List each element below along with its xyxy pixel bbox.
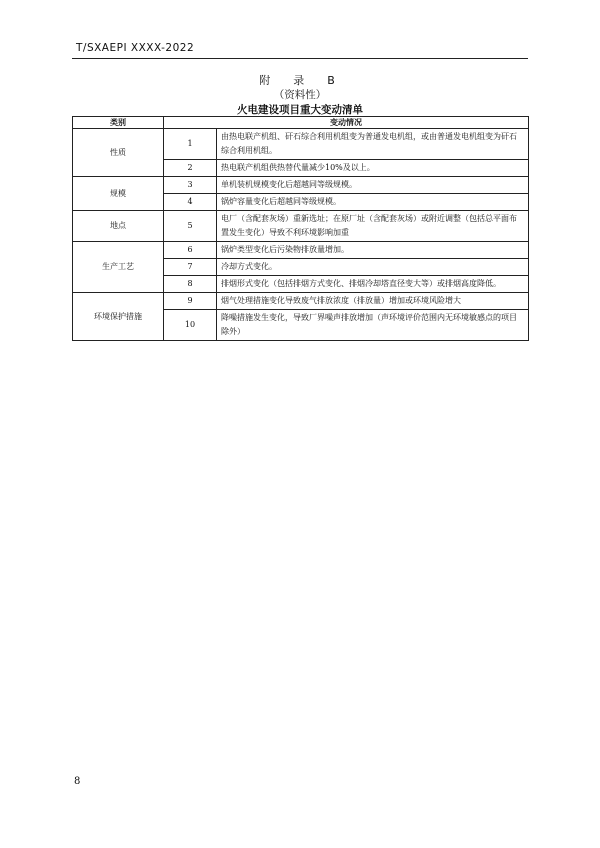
column-header-category: 类别 bbox=[73, 117, 164, 129]
table-row bbox=[73, 242, 529, 259]
item-description: 降噪措施发生变化，导致厂界噪声排放增加（声环境评价范围内无环境敏感点的项目除外） bbox=[217, 310, 529, 341]
item-description: 单机装机规模变化后超越同等级规模。 bbox=[217, 177, 529, 194]
page-number: 8 bbox=[74, 776, 81, 787]
category-cell: 规模 bbox=[73, 177, 164, 211]
item-description: 排烟形式变化（包括排烟方式变化、排烟冷却塔直径变大等）或排烟高度降低。 bbox=[217, 276, 529, 293]
category-cell: 环境保护措施 bbox=[73, 293, 164, 341]
item-description: 电厂（含配套灰场）重新选址；在原厂址（含配套灰场）或附近调整（包括总平面布置发生变化）导致不利环境影响加重 bbox=[217, 211, 529, 242]
standard-code: T/SXAEPI XXXX-2022 bbox=[76, 42, 195, 54]
item-number: 1 bbox=[164, 129, 217, 160]
item-description: 烟气处理措施变化导致废气排放浓度（排放量）增加或环境风险增大 bbox=[217, 293, 529, 310]
table-row bbox=[73, 293, 529, 310]
item-number: 7 bbox=[164, 259, 217, 276]
item-description: 冷却方式变化。 bbox=[217, 259, 529, 276]
column-header-changes: 变动情况 bbox=[164, 117, 529, 129]
item-number: 10 bbox=[164, 310, 217, 341]
item-number: 5 bbox=[164, 211, 217, 242]
category-cell: 性质 bbox=[73, 129, 164, 177]
category-cell: 生产工艺 bbox=[73, 242, 164, 293]
category-cell: 地点 bbox=[73, 211, 164, 242]
item-number: 8 bbox=[164, 276, 217, 293]
item-description: 锅炉容量变化后超越同等级规模。 bbox=[217, 194, 529, 211]
table-row bbox=[73, 129, 529, 160]
table-title: 火电建设项目重大变动清单 bbox=[237, 104, 363, 116]
item-description: 锅炉类型变化后污染物排放量增加。 bbox=[217, 242, 529, 259]
table-row bbox=[73, 211, 529, 242]
table-row bbox=[73, 177, 529, 194]
item-number: 6 bbox=[164, 242, 217, 259]
item-number: 3 bbox=[164, 177, 217, 194]
item-number: 2 bbox=[164, 160, 217, 177]
item-description: 热电联产机组供热替代量减少10%及以上。 bbox=[217, 160, 529, 177]
appendix-note: （资料性） bbox=[273, 89, 327, 101]
major-changes-table bbox=[72, 116, 529, 341]
header-rule bbox=[72, 58, 528, 59]
appendix-title: 附 录 B bbox=[259, 74, 341, 87]
item-number: 4 bbox=[164, 194, 217, 211]
item-description: 由热电联产机组、矸石综合利用机组变为普通发电机组，或由普通发电机组变为矸石综合利用机组。 bbox=[217, 129, 529, 160]
item-number: 9 bbox=[164, 293, 217, 310]
table-header-row bbox=[73, 117, 529, 129]
